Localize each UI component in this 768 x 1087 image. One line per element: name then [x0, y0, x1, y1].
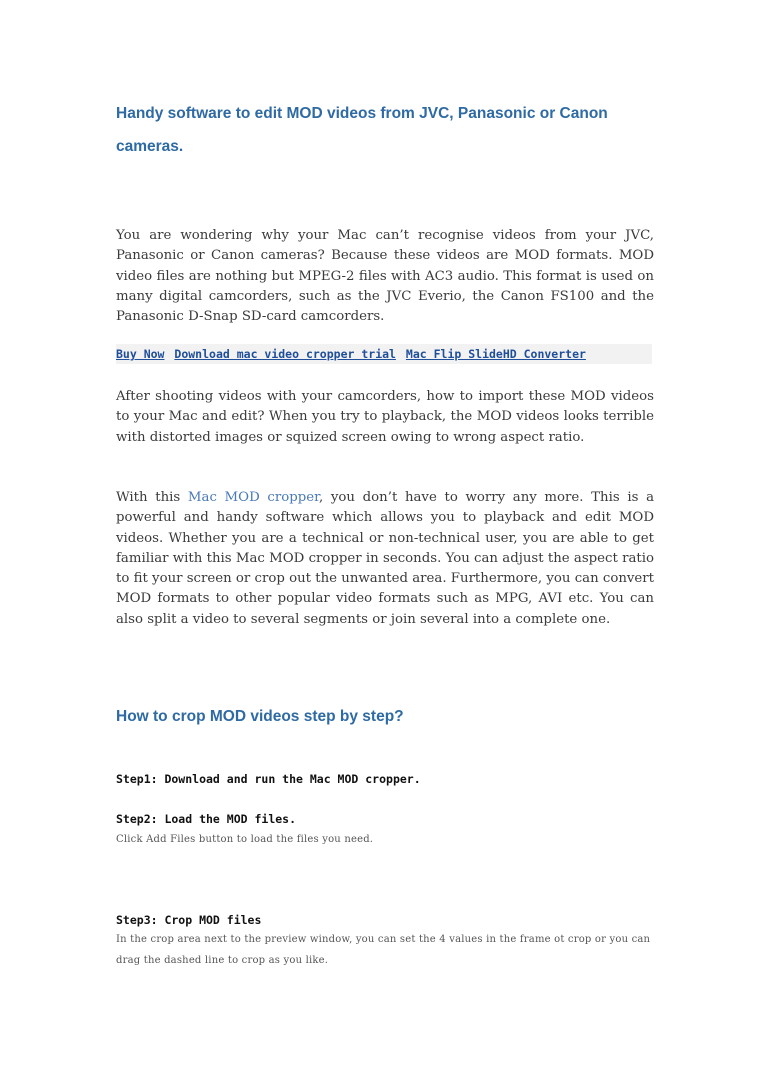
link-bar: [116, 344, 652, 364]
step2-description: Click Add Files button to load the files you need.: [116, 834, 374, 845]
page-title-line1: Handy software to edit MOD videos from JVC, Panasonic or Canon: [116, 105, 608, 122]
step3-title: Step3: Crop MOD files: [116, 913, 262, 927]
mac-mod-cropper-link[interactable]: Mac MOD cropper: [187, 490, 319, 505]
step2-title: Step2: Load the MOD files.: [116, 812, 297, 826]
download-trial-link[interactable]: Download mac video cropper trial: [174, 347, 396, 361]
buy-now-link[interactable]: Buy Now: [116, 347, 165, 361]
paragraph-text-after: , you don’t have to worry any more. This is a powerful and handy software which allows you to playback and edit MOD videos. Whether you are a technical or non-technical user, you are able to get familiar with this Mac MOD cropper in seconds. You can adjust the aspect ratio to fit your screen or crop out the unwanted area. Furthermore, you can convert MOD formats to other popular video formats such as MPG, AVI etc. You can also split a video to several segments or join several into a complete one.: [116, 490, 654, 627]
intro-paragraph: You are wondering why your Mac can’t recognise videos from your JVC, Panasonic or Canon cameras? Because these videos are MOD formats. MOD video files are nothing but MPEG-2 files with AC3 audio. This format is used on many digital camcorders, such as the JVC Everio, the Canon FS100 and the Panasonic D-Snap SD-card camcorders.: [116, 228, 654, 325]
cropper-paragraph: [116, 488, 654, 630]
flip-converter-link[interactable]: Mac Flip SlideHD Converter: [405, 347, 586, 361]
section-heading: How to crop MOD videos step by step?: [116, 708, 404, 725]
step3-description: In the crop area next to the preview window, you can set the 4 values in the frame ot crop or you can drag the dashed line to crop as you like.: [116, 934, 651, 966]
page-title-line2: cameras.: [116, 138, 184, 155]
import-paragraph: After shooting videos with your camcorders, how to import these MOD videos to your Mac and edit? When you try to playback, the MOD videos looks terrible with distorted images or squized screen owing to wrong aspect ratio.: [116, 389, 654, 445]
paragraph-text-before: With this: [116, 490, 188, 505]
step1-title: Step1: Download and run the Mac MOD cropper.: [116, 772, 421, 786]
